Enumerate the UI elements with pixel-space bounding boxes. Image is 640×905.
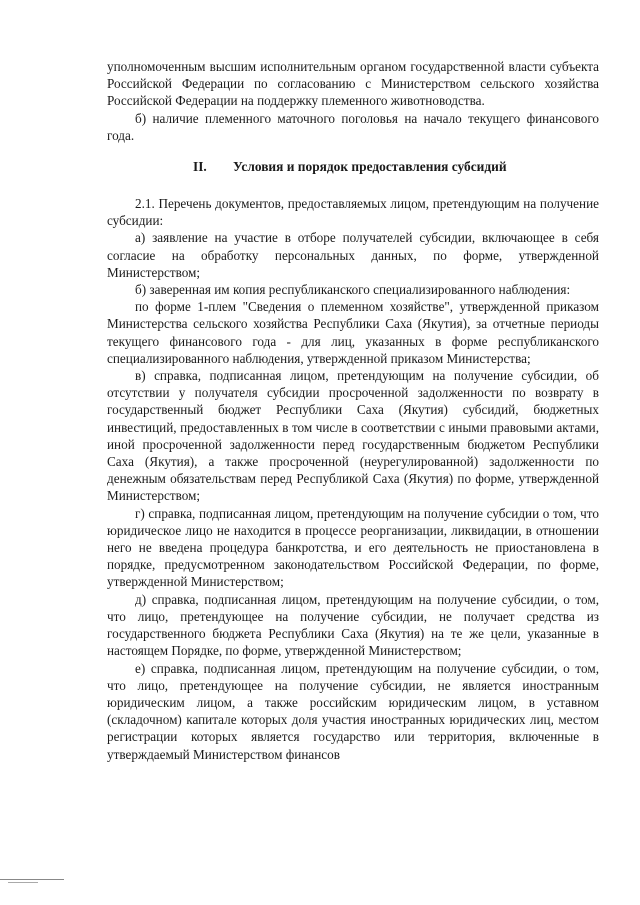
paragraph-e: е) справка, подписанная лицом, претендующим на получение субсидии, о том, что лицо, претендующее на получение субсидии, не является иностранным юридическим лицом, а также российским юридическим лицом, в уставном (складочном) капитале которых доля участия иностранных юридических лиц, местом регистрации которых является государство или территория, включенные в утверждаемый Министерством финансов	[107, 660, 599, 762]
scan-edge-mark-secondary	[8, 882, 38, 883]
paragraph-authority: уполномоченным высшим исполнительным органом государственной власти субъекта Российской Федерации по согласованию с Министерством сельского хозяйства Российской Федерации на поддержку племенного животноводства.	[107, 59, 599, 109]
paragraph-2-1: 2.1. Перечень документов, предоставляемых лицом, претендующим на получение субсидии:	[107, 196, 599, 229]
section-number: II.	[193, 159, 207, 175]
section-heading	[107, 158, 599, 175]
paragraph-g: г) справка, подписанная лицом, претендующим на получение субсидии о том, что юридическое лицо не находится в процессе реорганизации, ликвидации, в отношении него не введена процедура банкротства, и его деятельность не приостановлена в порядке, предусмотренном законодательством Российской Федерации, по форме, утвержденной Министерством;	[107, 505, 599, 590]
paragraph-b: б) заверенная им копия республиканского специализированного наблюдения:	[135, 282, 571, 298]
paragraph-d: д) справка, подписанная лицом, претендующим на получение субсидии, о том, что лицо, претендующее на получение субсидии, не получает средства из государственного бюджета Республики Саха (Якутия) на те же цели, указанные в настоящем Порядке, по форме, утвержденной Министерством;	[107, 591, 599, 659]
paragraph-livestock: б) наличие племенного маточного поголовья на начало текущего финансового года.	[107, 110, 599, 143]
scan-edge-mark	[0, 879, 64, 880]
paragraph-v: в) справка, подписанная лицом, претендующим на получение субсидии, об отсутствии у получателя субсидии просроченной задолженности по возврату в государственный бюджет Республики Саха (Якутия) субсидий, бюджетных инвестиций, предоставленных в том числе в соответствии с иными правовыми актами, иной просроченной задолженности перед государственным бюджетом Республики Саха (Якутия), а также просроченной (неурегулированной) задолженности по денежным обязательствам перед Республикой Саха (Якутия) по форме, утвержденной Министерством;	[107, 368, 599, 504]
paragraph-a: а) заявление на участие в отборе получателей субсидии, включающее в себя согласие на обработку персональных данных, по форме, утвержденной Министерством;	[107, 230, 599, 280]
paragraph-b-form: по форме 1-плем "Сведения о племенном хозяйстве", утвержденной приказом Министерства сельского хозяйства Республики Саха (Якутия), за отчетные периоды текущего финансового года - для лиц, указанных в форме республиканского специализированного наблюдения, утвержденной приказом Министерства;	[107, 299, 599, 366]
section-title: Условия и порядок предоставления субсидий	[233, 159, 507, 175]
document-body	[107, 58, 599, 763]
